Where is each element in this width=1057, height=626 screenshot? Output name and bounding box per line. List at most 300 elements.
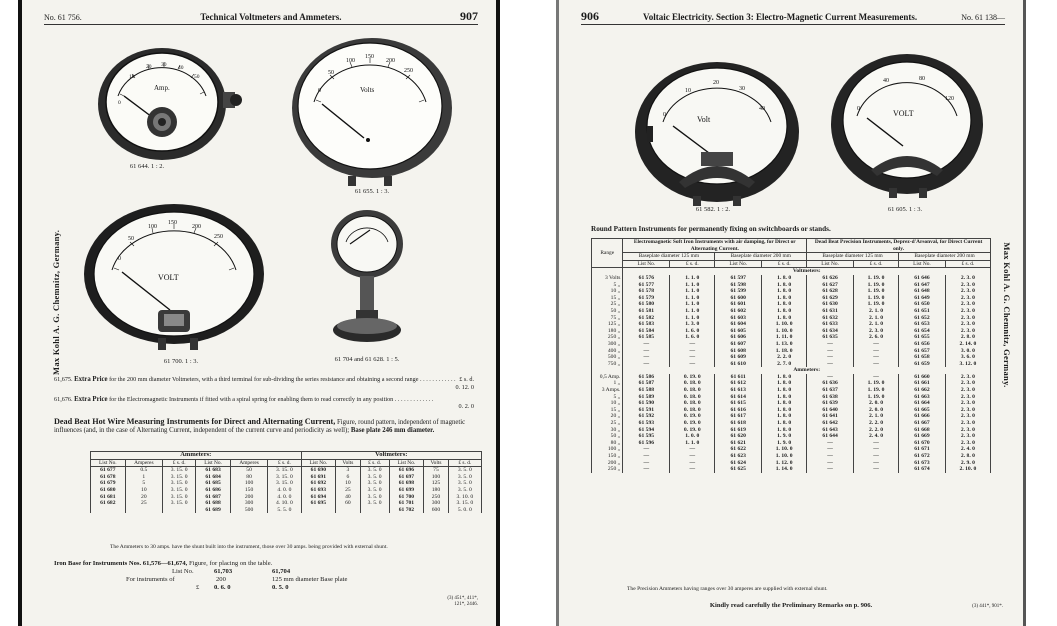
table-cell: 61 691 <box>301 474 336 481</box>
table-cell: 300 <box>424 500 448 507</box>
table-cell: 61 641 <box>807 413 854 420</box>
table-cell: 61 640 <box>807 407 854 414</box>
range-cell: 20 ,, <box>592 413 623 420</box>
table-cell: 61 637 <box>807 387 854 394</box>
table-cell: 61 578 <box>623 288 670 295</box>
range-cell: 300 ,, <box>592 341 623 348</box>
table-cell: 1. 6. 0 <box>670 334 715 341</box>
table-cell: 3 <box>336 467 360 474</box>
table-cell: 61 628 <box>807 288 854 295</box>
table-cell: 2. 3. 0 <box>945 413 990 420</box>
group-header: Ammeters: <box>91 452 302 460</box>
table-cell: 61 660 <box>899 374 946 381</box>
table-cell: 61 698 <box>389 480 424 487</box>
table-cell: 61 600 <box>715 295 762 302</box>
table-cell: — <box>807 453 854 460</box>
table-row <box>592 288 991 295</box>
page-ref: No. 61 138— <box>961 13 1005 22</box>
catalog-page-906 <box>556 0 1026 626</box>
table-cell: 61 603 <box>715 315 762 322</box>
table-cell: — <box>623 446 670 453</box>
column-header: Amperes <box>125 459 162 467</box>
table-cell: 2. 3. 0 <box>945 394 990 401</box>
table-cell: — <box>670 460 715 467</box>
table-cell: 0.5 <box>125 467 162 474</box>
table-cell: 2. 4. 0 <box>945 446 990 453</box>
table-cell: 61 587 <box>623 380 670 387</box>
table-cell: 1. 3. 0 <box>670 321 715 328</box>
extra-price-label: Extra Price <box>74 376 108 383</box>
table-cell: 2. 0. 0 <box>854 400 899 407</box>
table-cell: — <box>807 374 854 381</box>
table-cell: 61 591 <box>623 407 670 414</box>
table-cell: 3. 5. 0 <box>448 487 481 494</box>
stand-instrument-illustration <box>312 204 422 354</box>
column-header: £ s. d. <box>945 260 990 268</box>
dial-label: Volts <box>360 86 375 94</box>
table-cell: 1. 8. 0 <box>762 315 807 322</box>
table-cell: 61 670 <box>899 440 946 447</box>
range-header: Range <box>592 239 623 268</box>
table-cell: 1. 8. 0 <box>762 275 807 282</box>
table-cell <box>91 507 126 514</box>
section-label: Ammeters: <box>623 367 991 374</box>
table-cell: 61 602 <box>715 308 762 315</box>
range-cell: 80 ,, <box>592 440 623 447</box>
range-cell: 1 ,, <box>592 380 623 387</box>
table-cell: — <box>807 361 854 368</box>
ammeter-illustration <box>84 34 254 164</box>
catalog-page-907 <box>18 0 500 626</box>
table-cell: 1. 8. 0 <box>762 301 807 308</box>
table-cell: 3. 5. 0 <box>448 480 481 487</box>
table-cell: 1. 19. 0 <box>854 387 899 394</box>
table-cell: — <box>854 453 899 460</box>
range-cell: 25 ,, <box>592 420 623 427</box>
range-cell: 150 ,, <box>592 453 623 460</box>
table-cell: 3. 5. 0 <box>360 487 389 494</box>
table-cell: 61 618 <box>715 420 762 427</box>
range-cell: 0,5 Amp. <box>592 374 623 381</box>
table-cell: 61 699 <box>389 487 424 494</box>
table-cell: — <box>807 440 854 447</box>
extra-price-61675 <box>54 376 474 391</box>
table-cell: 61 643 <box>807 427 854 434</box>
table-row <box>592 453 991 460</box>
table-cell: 250 <box>424 494 448 501</box>
table-cell: 2. 3. 0 <box>945 400 990 407</box>
section-heading: Iron Base for Instruments Nos. 61,576—61,674, <box>54 560 188 567</box>
table-cell: — <box>623 354 670 361</box>
table-cell: 1. 8. 0 <box>762 387 807 394</box>
range-cell: 500 ,, <box>592 354 623 361</box>
table-cell: 61 609 <box>715 354 762 361</box>
table-cell: 3. 5. 0 <box>360 500 389 507</box>
extra-price-61676 <box>54 396 474 410</box>
table-cell: 1. 19. 0 <box>854 282 899 289</box>
table-cell: 2. 3. 0 <box>945 433 990 440</box>
table-cell: 61 648 <box>899 288 946 295</box>
group-header: Voltmeters: <box>301 452 481 460</box>
table-cell: 61 681 <box>91 494 126 501</box>
table-cell: 2. 1. 0 <box>854 321 899 328</box>
table-cell: — <box>854 348 899 355</box>
table-cell: 2. 3. 0 <box>945 315 990 322</box>
table-cell: 61 665 <box>899 407 946 414</box>
table-cell: 0. 19. 0 <box>670 427 715 434</box>
table-cell: 2. 1. 0 <box>854 413 899 420</box>
table-cell: 61 680 <box>91 487 126 494</box>
table-cell: 0. 19. 0 <box>670 413 715 420</box>
table-footnote: The Ammeters to 30 amps. have the shunt built into the instrument, those over 30 amps. being provided with external shunt. <box>110 544 388 550</box>
table-cell: 3. 15. 0 <box>163 474 196 481</box>
table-cell: — <box>807 460 854 467</box>
table-cell: 10 <box>336 480 360 487</box>
table-cell: 1. 1. 0 <box>670 315 715 322</box>
table-cell: 1. 19. 0 <box>854 301 899 308</box>
table-cell: 2. 3. 0 <box>945 321 990 328</box>
table-row <box>91 480 482 487</box>
range-cell: 125 ,, <box>592 321 623 328</box>
figure-caption: 61 605. 1 : 3. <box>887 206 923 213</box>
table-cell: 61 684 <box>196 474 231 481</box>
column-header: Volts <box>336 459 360 467</box>
table-cell: — <box>623 341 670 348</box>
table-cell: 2. 14. 0 <box>945 341 990 348</box>
table-cell: 1. 8. 0 <box>762 295 807 302</box>
table-footnote: The Precision Ammeters having ranges over 30 amperes are supplied with external shunt. <box>627 586 828 592</box>
precision-voltmeter-illustration <box>827 50 987 200</box>
scale-tick: 250 <box>214 234 223 240</box>
scale-tick: 200 <box>192 224 201 230</box>
range-cell: 250 ,, <box>592 466 623 473</box>
table-cell: 6 <box>336 474 360 481</box>
table-row <box>592 380 991 387</box>
table-cell: 2. 0. 0 <box>854 407 899 414</box>
table-cell: 61 629 <box>807 295 854 302</box>
table-cell: 61 596 <box>623 440 670 447</box>
table-cell: 61 661 <box>899 380 946 387</box>
list-no: 61,704 <box>272 568 291 575</box>
table-cell: 0. 18. 0 <box>670 394 715 401</box>
table-cell: 61 590 <box>623 400 670 407</box>
table-cell: 61 647 <box>899 282 946 289</box>
table-cell: 61 612 <box>715 380 762 387</box>
table-cell: 61 614 <box>715 394 762 401</box>
table-cell: 1. 1. 0 <box>670 301 715 308</box>
table-cell: — <box>670 361 715 368</box>
scale-tick: 10 <box>685 88 691 94</box>
table-cell: 61 619 <box>715 427 762 434</box>
extra-price-text: for the Electromagnetic Instruments if fitted with a spiral spring for enabling them to read correctly in any position . . . . . . . . . . . . . <box>109 396 434 403</box>
figure-caption: 61 700. 1 : 3. <box>163 358 199 365</box>
table-cell: 2. 2. 0 <box>854 420 899 427</box>
table-row <box>91 474 482 481</box>
scale-tick: 0 <box>318 88 321 94</box>
table-cell: 2. 3. 0 <box>945 407 990 414</box>
table-cell: 1. 1. 0 <box>670 275 715 282</box>
table-cell: 25 <box>336 487 360 494</box>
table-cell: 0. 18. 0 <box>670 407 715 414</box>
table-cell: 1 <box>125 474 162 481</box>
table-cell: 3. 5. 0 <box>448 467 481 474</box>
table-cell: 1. 0. 0 <box>670 433 715 440</box>
table-row <box>592 282 991 289</box>
table-cell: 2. 3. 0 <box>945 308 990 315</box>
table-cell: 2. 3. 0 <box>945 328 990 335</box>
table-cell: 1. 19. 0 <box>854 275 899 282</box>
column-header: £ s. d. <box>854 260 899 268</box>
table-cell: — <box>623 466 670 473</box>
table-cell: 61 621 <box>715 440 762 447</box>
table-cell: — <box>807 446 854 453</box>
table-cell: 5 <box>125 480 162 487</box>
ref-number: 61,676. <box>54 396 73 403</box>
side-imprint: Max Kohl A. G. Chemnitz, Germany. <box>51 229 61 375</box>
table-cell: 2. 8. 0 <box>945 334 990 341</box>
scale-tick: 10 <box>129 74 135 80</box>
table-cell: 61 589 <box>623 394 670 401</box>
table-cell: 3. 15. 0 <box>163 500 196 507</box>
table-body <box>91 467 482 514</box>
range-cell: 3 Amps. <box>592 387 623 394</box>
table-cell: 2. 3. 0 <box>945 427 990 434</box>
table-cell: 61 625 <box>715 466 762 473</box>
table-row <box>592 361 991 368</box>
table-row <box>592 400 991 407</box>
table-cell: 2. 4. 0 <box>854 433 899 440</box>
table-cell: 0. 19. 0 <box>670 420 715 427</box>
scale-tick: 150 <box>365 54 374 60</box>
page-title: Voltaic Electricity. Section 3: Electro-Magnetic Current Measurements. <box>643 12 918 22</box>
column-header: List No. <box>623 260 670 268</box>
column-header: £ s. d. <box>670 260 715 268</box>
table-row <box>592 387 991 394</box>
table-cell: 61 652 <box>899 315 946 322</box>
table-cell: 2. 3. 0 <box>945 295 990 302</box>
table-cell: 61 692 <box>301 480 336 487</box>
range-cell: 10 ,, <box>592 288 623 295</box>
table-cell: — <box>807 354 854 361</box>
section-label: Voltmeters: <box>623 268 991 275</box>
table-cell: 1. 19. 0 <box>854 380 899 387</box>
extra-price-label: Extra Price <box>74 396 108 403</box>
hot-wire-price-table <box>90 451 482 513</box>
table-cell: 1. 8. 0 <box>762 420 807 427</box>
table-cell: 2. 3. 0 <box>945 282 990 289</box>
scale-tick: 20 <box>146 64 152 70</box>
table-cell: 10 <box>125 487 162 494</box>
table-cell: — <box>854 466 899 473</box>
table-cell: 1. 8. 0 <box>762 407 807 414</box>
table-cell: 61 616 <box>715 407 762 414</box>
section-body: for placing on the table. <box>209 560 273 567</box>
table-cell: 1. 1. 0 <box>670 308 715 315</box>
table-cell: 40 <box>336 494 360 501</box>
table-cell: — <box>623 453 670 460</box>
column-header: Volts <box>424 459 448 467</box>
table-cell: 1. 8. 0 <box>762 282 807 289</box>
scale-tick: 150 <box>168 220 177 226</box>
table-cell: 61 697 <box>389 474 424 481</box>
table-cell: 61 595 <box>623 433 670 440</box>
table-cell: — <box>854 361 899 368</box>
table-cell: 300 <box>230 500 267 507</box>
table-cell: 1. 10. 0 <box>762 321 807 328</box>
table-cell: 25 <box>125 500 162 507</box>
table-cell: 0. 18. 0 <box>670 380 715 387</box>
table-cell: 3. 15. 0 <box>163 480 196 487</box>
table-cell: 2. 3. 0 <box>945 288 990 295</box>
table-cell: — <box>807 466 854 473</box>
scale-tick: 120 <box>945 96 954 102</box>
table-cell: 2. 2. 0 <box>854 427 899 434</box>
table-cell: 1. 1. 0 <box>670 288 715 295</box>
table-cell: 61 658 <box>899 354 946 361</box>
table-row <box>592 321 991 328</box>
table-cell: 61 679 <box>91 480 126 487</box>
table-cell: 2. 2. 0 <box>762 354 807 361</box>
table-cell: 1. 8. 0 <box>762 380 807 387</box>
scale-tick: 40 <box>178 65 184 71</box>
table-row <box>592 407 991 414</box>
print-reference: (3) 451*, 411*, 121*, 2446. <box>447 596 478 607</box>
table-cell: 0. 18. 0 <box>670 400 715 407</box>
dead-beat-description <box>54 418 484 435</box>
table-cell: 61 627 <box>807 282 854 289</box>
table-cell: 61 668 <box>899 427 946 434</box>
table-cell: 1. 18. 0 <box>762 348 807 355</box>
iron-base-section <box>54 560 474 594</box>
table-cell: 2. 1. 0 <box>854 315 899 322</box>
table-cell: 61 669 <box>899 433 946 440</box>
table-cell: 61 701 <box>389 500 424 507</box>
table-cell: 61 662 <box>899 387 946 394</box>
table-cell: — <box>670 466 715 473</box>
table-cell: 61 601 <box>715 301 762 308</box>
table-cell: — <box>854 354 899 361</box>
scale-tick: 0 <box>857 106 860 112</box>
scale-tick: 20 <box>713 80 719 86</box>
table-cell: 3. 15. 0 <box>268 467 301 474</box>
table-cell: 61 694 <box>301 494 336 501</box>
table-row <box>592 328 991 335</box>
column-header: £ s. d. <box>163 459 196 467</box>
column-header: Amperes <box>230 459 267 467</box>
table-cell: 2. 7. 0 <box>762 361 807 368</box>
range-cell: 25 ,, <box>592 301 623 308</box>
table-cell: 3. 15. 0 <box>448 500 481 507</box>
running-head-left <box>44 9 478 23</box>
table-cell: 2. 10. 0 <box>945 466 990 473</box>
sub-header: Baseplate diameter 125 mm <box>807 253 899 261</box>
table-cell: 0. 19. 0 <box>670 374 715 381</box>
table-cell: 61 674 <box>899 466 946 473</box>
table-cell: — <box>670 354 715 361</box>
dial-label: Volt <box>697 115 711 124</box>
column-header: List No. <box>807 260 854 268</box>
table-cell: 61 663 <box>899 394 946 401</box>
scale-tick: 80 <box>919 76 925 82</box>
page-number: 906 <box>581 9 599 23</box>
table-cell: 61 631 <box>807 308 854 315</box>
table-cell: 2. 3. 0 <box>854 328 899 335</box>
table-cell: 61 682 <box>91 500 126 507</box>
column-header: List No. <box>91 459 126 467</box>
soft-iron-voltmeter-illustration <box>629 56 809 206</box>
table-cell: 1. 10. 0 <box>762 328 807 335</box>
table-row <box>592 301 991 308</box>
table-cell: 1. 8. 0 <box>762 288 807 295</box>
table-cell: 61 613 <box>715 387 762 394</box>
size-value: 200 <box>216 576 226 583</box>
group-header: Electromagnetic Soft Iron Instruments with air damping, for Direct or Alternating Current. <box>623 239 807 253</box>
dial-label: Amp. <box>154 84 170 92</box>
group-header: Dead Beat Precision Instruments, Deprez-d'Arsonval, for Direct Current only. <box>807 239 991 253</box>
table-cell: 61 686 <box>196 487 231 494</box>
table-cell: 61 667 <box>899 420 946 427</box>
figure-caption: 61 582. 1 : 2. <box>695 206 731 213</box>
table-cell <box>592 268 623 275</box>
preliminary-remarks-note: Kindly read carefully the Preliminary Remarks on p. 906. <box>709 602 873 609</box>
range-cell: 50 ,, <box>592 308 623 315</box>
range-cell: 15 ,, <box>592 407 623 414</box>
table-cell: 61 606 <box>715 334 762 341</box>
range-cell: 3 Volts <box>592 275 623 282</box>
section-label-row <box>592 268 991 275</box>
price-heading: £ s. d. <box>459 376 474 383</box>
table-cell: 3. 15. 0 <box>163 467 196 474</box>
table-cell: 60 <box>336 500 360 507</box>
table-cell: 61 659 <box>899 361 946 368</box>
table-cell: — <box>623 460 670 467</box>
table-cell: 500 <box>230 507 267 514</box>
table-cell: 61 607 <box>715 341 762 348</box>
table-cell: — <box>807 341 854 348</box>
table-row <box>91 467 482 474</box>
table-cell: 61 666 <box>899 413 946 420</box>
table-row <box>592 427 991 434</box>
table-cell: 2. 6. 0 <box>854 334 899 341</box>
table-cell: 61 635 <box>807 334 854 341</box>
table-cell: 1. 11. 0 <box>762 334 807 341</box>
table-cell: — <box>670 341 715 348</box>
figure-caption: 61 644. 1 : 2. <box>129 163 165 170</box>
table-row <box>91 507 482 514</box>
table-cell: 1. 10. 0 <box>762 446 807 453</box>
table-cell: 1. 13. 0 <box>762 341 807 348</box>
table-cell: 3. 15. 0 <box>163 487 196 494</box>
list-no: 61,703 <box>214 568 233 575</box>
table-cell: 61 671 <box>899 446 946 453</box>
table-cell: 61 657 <box>899 348 946 355</box>
table-cell: 2. 3. 0 <box>945 301 990 308</box>
table-cell: 2. 3. 0 <box>945 440 990 447</box>
price-value: 0. 5. 0 <box>272 584 289 591</box>
column-header: £ s. d. <box>360 459 389 467</box>
table-cell <box>163 507 196 514</box>
range-cell: 400 ,, <box>592 348 623 355</box>
price-block <box>455 376 474 391</box>
table-row <box>592 308 991 315</box>
table-cell: 1. 19. 0 <box>854 295 899 302</box>
table-cell <box>125 507 162 514</box>
table-cell: 100 <box>424 474 448 481</box>
table-cell: 61 632 <box>807 315 854 322</box>
table-cell: 61 593 <box>623 420 670 427</box>
table-cell: — <box>623 361 670 368</box>
table-cell: 61 633 <box>807 321 854 328</box>
